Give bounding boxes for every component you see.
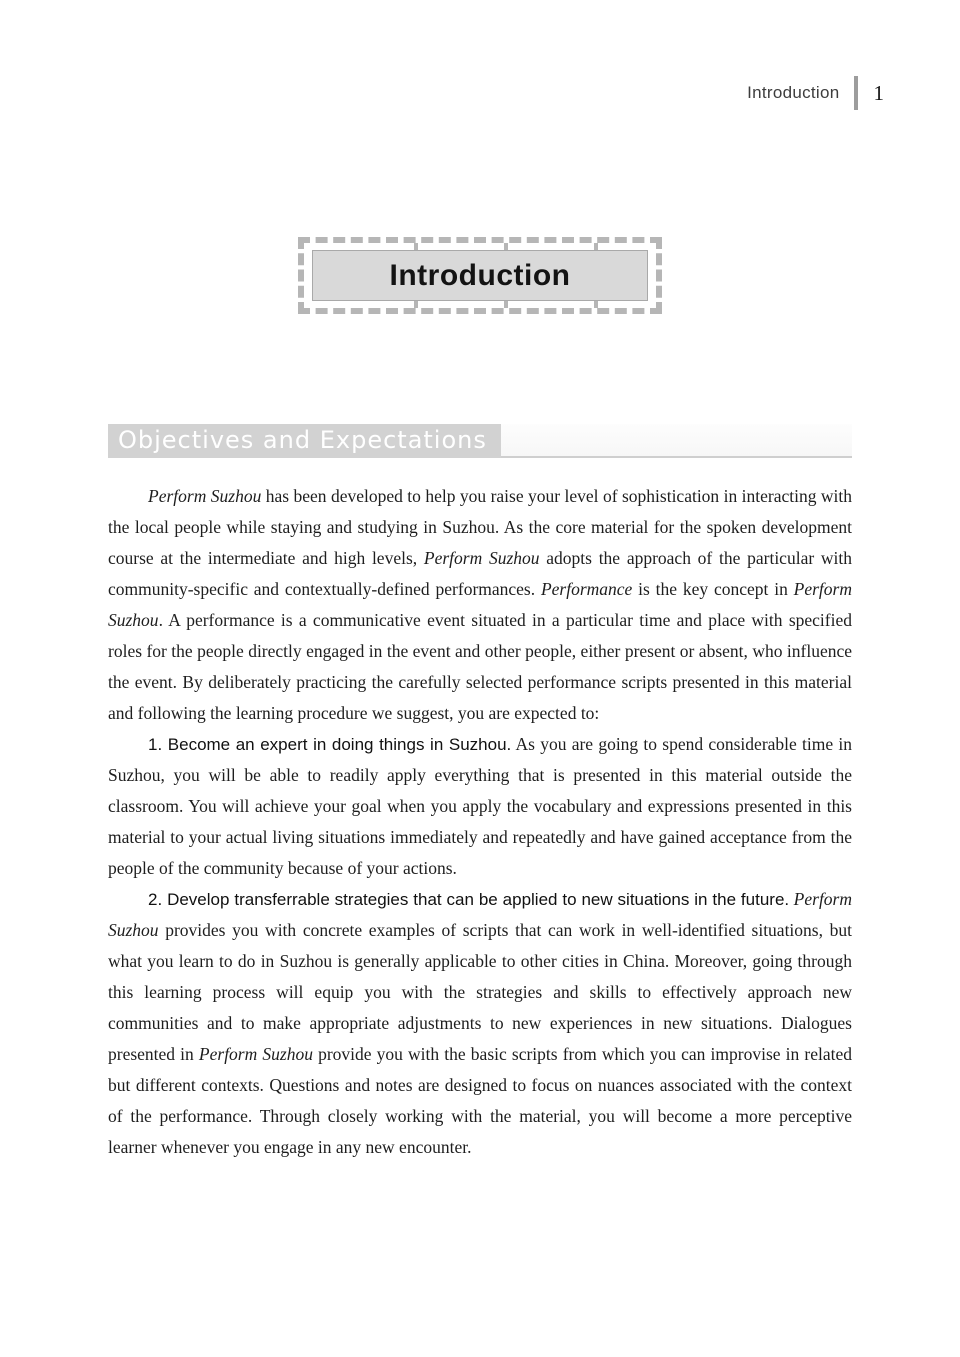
text-run: As you are going to spend considerable time in Suzhou, you will be able to readily apply everything that is presented in this material outside the classroom. You will achieve your goal when you apply the vocabulary and expressions presented in this material to your actual living situations immediately and repeatedly and have gained acceptance from the people of the community because of your actions. [108,734,852,878]
text-run: provides you with concrete examples of scripts that can work in well-identified situations, but what you learn to do in Suzhou is generally applicable to other cities in China. Moreover, going through this learning process will equip you with the strategies and skills to effectively approach new communities and to make appropriate adjustments to new experiences in new situations. Dialogues presented in [108,920,852,1064]
paragraph-3 [108,884,852,1163]
italic-run: Perform Suzhou [148,486,262,506]
list-item-lead: 1. Become an expert in doing things in Suzhou. [148,735,512,754]
paragraph-2 [108,729,852,884]
chapter-title: Introduction [389,258,571,292]
body-text [108,481,852,1163]
text-run: adopts the approach of the particular with community-specific and contextually-defined performances. [108,548,853,599]
chapter-title-box [312,250,648,301]
italic-run: Perform Suzhou [108,579,852,630]
section-heading: Objectives and Expectations [108,424,501,458]
header-divider-bar [854,76,858,110]
section-heading-band [108,424,852,458]
paragraph-1 [108,481,852,729]
italic-run: Performance [540,579,633,599]
running-header [747,76,884,110]
list-item-lead: 2. Develop transferrable strategies that can be applied to new situations in the future. [148,890,790,909]
chapter-title-frame [298,237,662,314]
page-number: 1 [873,80,884,105]
text-run: . A performance is a communicative event situated in a particular time and place with specified roles for the people directly engaged in the event and other people, either present or absent, who influence the event. By deliberately practicing the carefully selected performance scripts presented in this material and following the learning procedure we suggest, you are expected to: [108,610,852,723]
text-run: has been developed to help you raise your level of sophistication in interacting with the local people while staying and studying in Suzhou. As the core material for the spoken development course at the intermediate and high levels, [108,486,853,568]
text-run: is the key concept in [632,579,794,599]
running-header-title: Introduction [747,83,840,102]
italic-run: Perform Suzhou [198,1044,313,1064]
italic-run: Perform Suzhou [108,889,853,940]
text-run: provide you with the basic scripts from which you can improvise in related but different contexts. Questions and notes are designed to focus on nuances associated with the context of the performance. Through closely working with the material, you will become a more perceptive learner whenever you engage in any new encounter. [108,1044,853,1157]
italic-run: Perform Suzhou [423,548,540,568]
